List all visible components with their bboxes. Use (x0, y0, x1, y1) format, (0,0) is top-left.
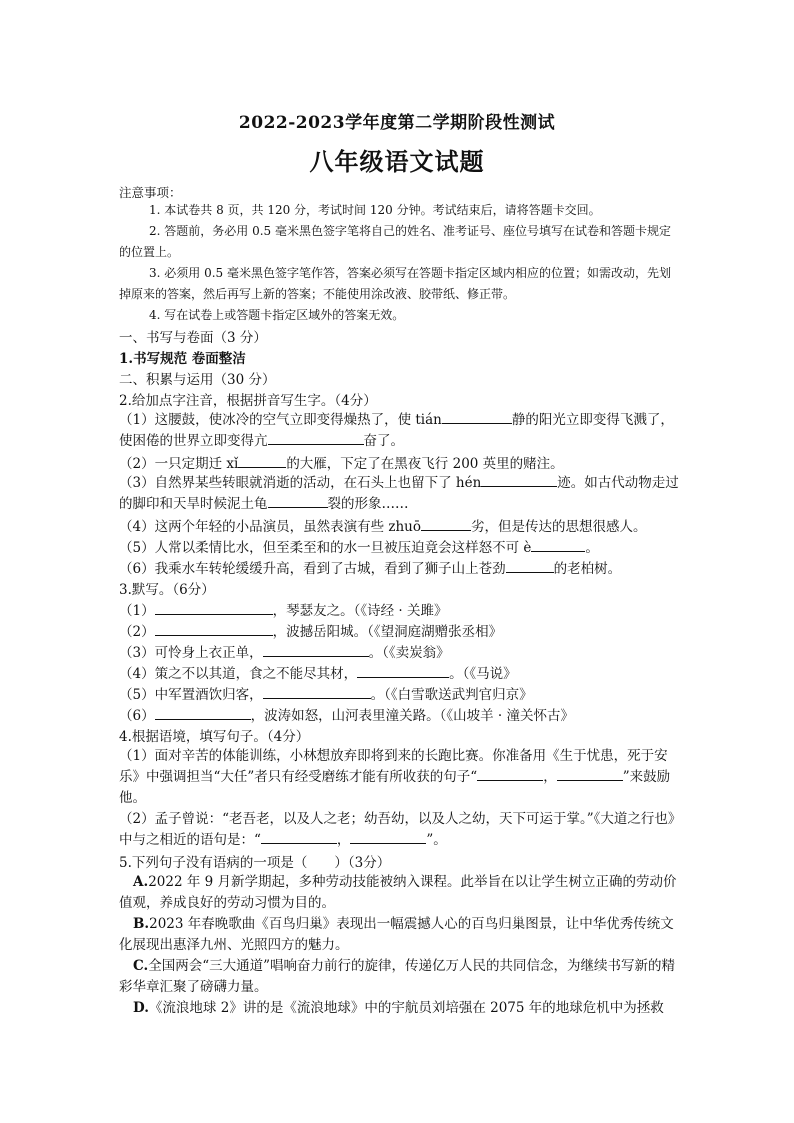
item-text: 过的脚印和天旱时候泥土龟 (119, 475, 679, 512)
item-text: 静的阳光立即变得飞溅了， (511, 412, 674, 428)
answer-blank[interactable] (357, 676, 449, 678)
item-text: （4）策之不以其道，食之不能尽其材， (119, 666, 358, 682)
note-2: 2. 答题前，务必用 0.5 毫米黑色签字笔将自己的姓名、准考证号、座位号填写在试卷和答题卡规定的位置上。 (119, 224, 671, 259)
item-text: ，波涛如怒，山河表里潼关路。（《山坡羊 · 潼关怀古》 (250, 708, 574, 724)
question-3-line-4 (119, 662, 517, 682)
exam-title: 2022-2023学年度第二学期阶段性测试 (238, 113, 556, 133)
answer-blank[interactable] (421, 529, 471, 531)
question-3-line-1 (119, 599, 447, 619)
answer-blank[interactable] (442, 422, 512, 424)
question-5-stem: 5.下列句子没有语病的一项是（ ）（3分） (119, 855, 391, 871)
item-text: 迹。如古代动物走 (557, 475, 666, 491)
note-4: 4. 写在试卷上或答题卡指定区域外的答案无效。 (149, 308, 405, 322)
question-3-stem: 3.默写。（6分） (119, 582, 215, 598)
item-text: （3）可怜身上衣正单， (119, 645, 263, 661)
answer-blank[interactable] (531, 550, 585, 552)
question-5-option-b (119, 914, 681, 956)
note-1: 1. 本试卷共 8 页，共 120 分，考试时间 120 分钟。考试结束后，请将答题卡交回。 (149, 203, 601, 217)
item-text: ，波撼岳阳城。（《望洞庭湖赠张丞相》 (272, 624, 503, 640)
question-2-item-3 (119, 473, 681, 515)
option-text: 2022 年 9 月新学期起，多种劳动技能被纳入课程。此举旨在以让学生树立正确的劳动价值观，养成良好的劳动习惯为目的。 (119, 874, 677, 911)
answer-blank[interactable] (261, 842, 337, 844)
question-4-item-2 (119, 809, 681, 851)
answer-blank[interactable] (477, 779, 543, 781)
item-text: （6）我乘水车转轮缓缓升高，看到了古城，看到了狮子山上苍劲 (119, 561, 506, 577)
item-text: 奋了。 (363, 433, 404, 449)
option-text: 《流浪地球 2》讲的是《流浪地球》中的宇航员刘培强在 2075 年的地球危机中为拯救 (148, 1000, 664, 1016)
answer-blank[interactable] (506, 571, 554, 573)
option-letter: B. (133, 916, 150, 932)
question-4-stem: 4.根据语境，填写句子。（4分） (119, 729, 310, 745)
option-letter: A. (133, 874, 149, 890)
answer-blank[interactable] (263, 655, 369, 657)
item-text: 。（《马说》 (449, 666, 517, 682)
option-letter: D. (133, 1000, 149, 1016)
question-3-line-3 (119, 641, 450, 661)
answer-blank[interactable] (155, 613, 273, 615)
item-number: （2） (119, 624, 155, 640)
question-2-item-6 (119, 557, 621, 577)
section-1-heading: 一、书写与卷面（3 分） (119, 330, 267, 346)
option-text: 2023 年春晚歌曲《百鸟归巢》表现出一幅震撼人心的百鸟归巢图景，让中华优秀传统文化展现出惠泽九州、光照四方的魅力。 (119, 916, 674, 953)
question-2-item-2 (119, 452, 564, 472)
item-text: （4）这两个年轻的小品演员，虽然表演有些 zhuō (119, 519, 422, 535)
item-text: （1）这腰鼓，使冰冷的空气立即变得燥热了，使 tián (119, 412, 442, 428)
question-4-item-1 (119, 746, 681, 809)
question-2-item-5 (119, 536, 599, 556)
question-5-option-d (119, 998, 681, 1019)
section-2-heading: 二、积累与运用（30 分） (119, 372, 276, 388)
item-text: （2）一只定期迁 xǐ (119, 456, 239, 472)
option-text: 全国两会“三大通道”唱响奋力前行的旋律，传递亿万人民的共同信念，为继续书写新的精彩华章汇聚了磅礴力量。 (119, 958, 676, 995)
note-3: 3. 必须用 0.5 毫米黑色签字笔作答，答案必须写在答题卡指定区域内相应的位置；如需改动，先划掉原来的答案，然后再写上新的答案；不能使用涂改液、胶带纸、修正带。 (119, 266, 671, 301)
answer-blank[interactable] (557, 779, 623, 781)
question-3-line-5 (119, 683, 533, 703)
answer-blank[interactable] (268, 506, 328, 508)
answer-blank[interactable] (155, 718, 251, 720)
item-text: 的大雁，下定了在黑夜飞行 200 英里的赌注。 (286, 456, 564, 472)
item-text: ”来鼓励他。 (119, 769, 671, 806)
item-text: （5）人常以柔情比水，但至柔至和的水一旦被压迫竟会这样怒不可 è (119, 540, 532, 556)
question-5-option-c (119, 956, 681, 998)
question-1: 1.书写规范 卷面整洁 (119, 351, 246, 367)
question-2-item-4 (119, 515, 647, 535)
question-3-line-6 (119, 704, 574, 724)
subject-title: 八年级语文试题 (309, 147, 485, 176)
item-text: （5）中军置酒饮归客， (119, 687, 263, 703)
option-letter: C. (133, 958, 149, 974)
item-text: 。 (585, 540, 599, 556)
item-text: （2）孟子曾说：“老吾老，以及人之老；幼吾幼，以及人之幼，天下可运于掌。”《大道之行也》中与之相近的语句是：“ (119, 811, 675, 848)
item-text: 使困倦的世界立即变得亢 (119, 433, 268, 449)
answer-blank[interactable] (238, 466, 286, 468)
question-3-line-2 (119, 620, 502, 640)
answer-blank[interactable] (268, 443, 364, 445)
answer-blank[interactable] (350, 842, 426, 844)
item-text: ”。 (426, 832, 447, 848)
notes-heading: 注意事项： (119, 185, 182, 200)
item-number: （1） (119, 603, 155, 619)
item-text: 。（《卖炭翁》 (368, 645, 450, 661)
item-text: 裂的形象…… (327, 496, 409, 512)
item-text: ， (543, 769, 557, 785)
answer-blank[interactable] (481, 485, 557, 487)
question-5-option-a (119, 872, 681, 914)
answer-blank[interactable] (155, 634, 273, 636)
item-text: （6） (119, 708, 155, 724)
answer-blank[interactable] (263, 697, 371, 699)
item-text: ，琴瑟友之。（《诗经 · 关雎》 (272, 603, 448, 619)
item-text: ， (336, 832, 351, 848)
question-2-item-1 (119, 410, 681, 452)
question-2-stem: 2.给加点字注音，根据拼音写生字。（4分） (119, 393, 377, 409)
item-text: 的老柏树。 (553, 561, 622, 577)
item-text: （1）面对辛苦的体能训练，小林想放弃即将到来的长跑比赛。你准备用《生于忧患，死于安乐》中强调担当“大任”者只有经受磨练才能有所收获的句子“ (119, 748, 668, 785)
item-text: 。（《白雪歌送武判官归京》 (370, 687, 533, 703)
item-text: 劣，但是传达的思想很感人。 (471, 519, 647, 535)
item-text: （3）自然界某些转眼就消逝的活动，在石头上也留下了 hén (119, 475, 482, 491)
